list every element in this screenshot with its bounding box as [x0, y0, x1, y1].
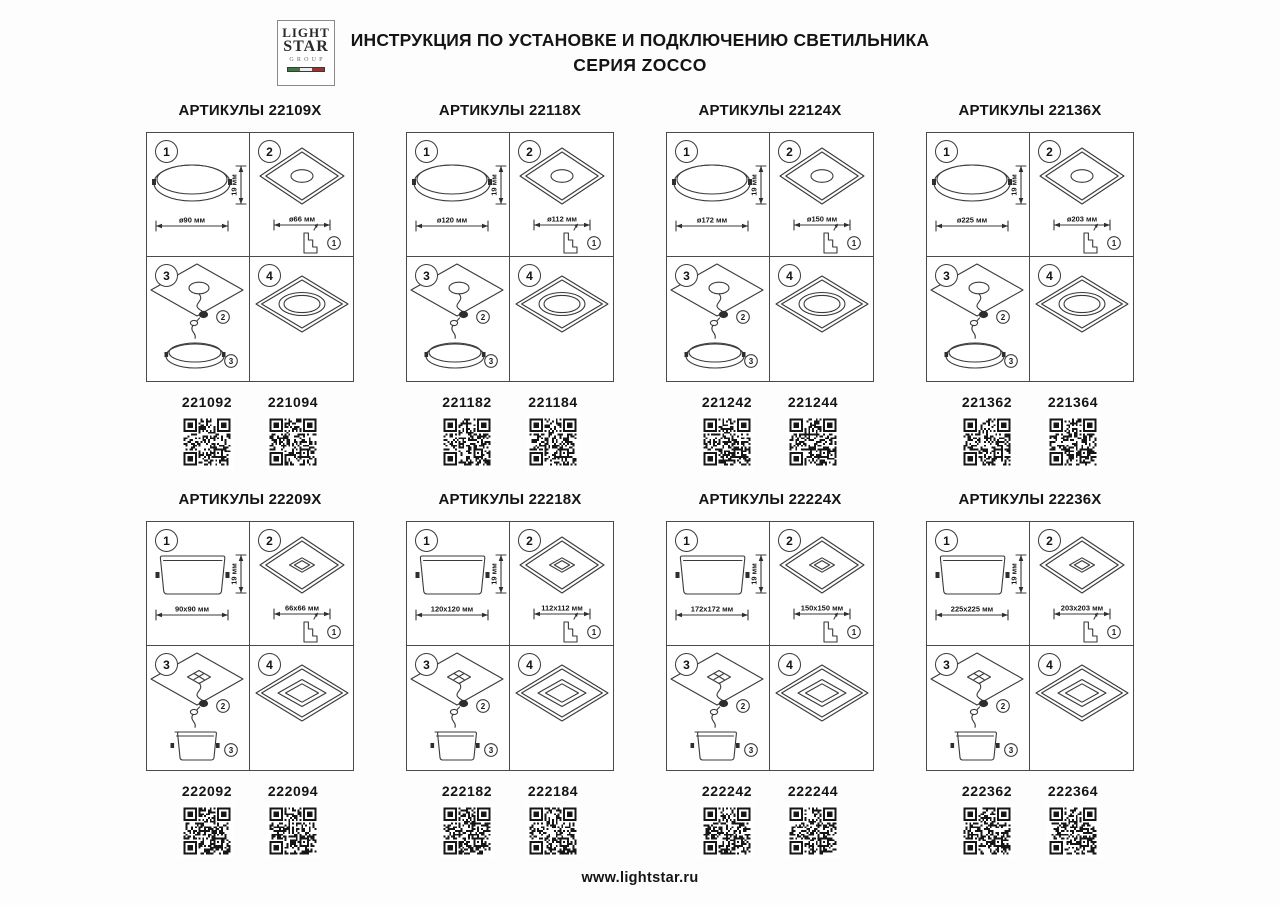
article-code: 221092	[181, 394, 233, 410]
ref-number: 2	[740, 312, 746, 322]
instruction-grid	[146, 132, 354, 382]
step-cell-4	[770, 257, 873, 381]
qr-code	[1046, 415, 1100, 469]
product-panel	[666, 102, 874, 469]
step-cell-1	[147, 133, 250, 257]
step-cell-3	[407, 257, 510, 381]
step-number-badge: 1	[935, 140, 958, 163]
dimension-label: 172x172 мм	[690, 604, 734, 614]
article-list	[406, 783, 614, 858]
article-code: 222244	[787, 783, 839, 799]
step-cell-2	[250, 133, 353, 257]
step-cell-2	[770, 522, 873, 646]
qr-code	[700, 804, 754, 858]
step-cell-2	[1030, 522, 1133, 646]
article-code: 222362	[961, 783, 1013, 799]
ref-number: 1	[851, 627, 857, 637]
dimension-label: ø66 мм	[288, 214, 316, 224]
step-number-badge: 2	[778, 140, 801, 163]
logo-text-star: STAR	[283, 38, 329, 55]
step-cell-2	[510, 133, 613, 257]
product-panel	[406, 102, 614, 469]
dimension-label: 19 мм	[489, 563, 499, 585]
dimension-label: ø150 мм	[806, 214, 838, 224]
product-panel	[926, 102, 1134, 469]
step-number-badge: 4	[258, 653, 281, 676]
step-number-badge: 3	[675, 264, 698, 287]
ref-number: 2	[220, 312, 226, 322]
step-cell-2	[250, 522, 353, 646]
qr-code	[786, 804, 840, 858]
step-number-badge: 4	[1038, 264, 1061, 287]
ref-number: 3	[748, 745, 754, 755]
ref-number: 3	[228, 356, 234, 366]
step-cell-3	[147, 257, 250, 381]
article-code: 222242	[701, 783, 753, 799]
step-cell-4	[1030, 257, 1133, 381]
step-number-badge: 2	[258, 140, 281, 163]
step-cell-3	[927, 646, 1030, 770]
instruction-grid	[146, 521, 354, 771]
panel-title: АРТИКУЛЫ 22124X	[698, 102, 842, 119]
article-item	[435, 783, 499, 858]
dimension-label: 225x225 мм	[950, 604, 994, 614]
article-code: 221182	[442, 394, 492, 410]
instruction-grid	[926, 132, 1134, 382]
step-number-badge: 3	[155, 653, 178, 676]
step-number-badge: 1	[675, 529, 698, 552]
footer	[0, 870, 1280, 886]
step-number-badge: 3	[935, 653, 958, 676]
lightstar-logo	[277, 20, 335, 86]
dimension-label: ø90 мм	[178, 215, 206, 225]
page-subtitle: СЕРИЯ ZOCCO	[573, 55, 707, 75]
panel-title: АРТИКУЛЫ 22136X	[958, 102, 1102, 119]
article-list	[666, 394, 874, 469]
website-url: www.lightstar.ru	[581, 870, 699, 886]
dimension-label: ø203 мм	[1066, 214, 1098, 224]
step-number-badge: 3	[675, 653, 698, 676]
ref-number: 3	[748, 356, 754, 366]
dimension-label: 150x150 мм	[800, 603, 844, 613]
panel-row-2	[0, 491, 1280, 858]
article-item	[261, 394, 325, 469]
step-cell-1	[927, 522, 1030, 646]
article-item	[695, 783, 759, 858]
ref-number: 3	[488, 745, 494, 755]
ref-number: 1	[851, 238, 857, 248]
ref-number: 1	[591, 627, 597, 637]
ref-number: 2	[1000, 312, 1006, 322]
article-item	[781, 783, 845, 858]
step-cell-3	[407, 646, 510, 770]
dimension-label: 203x203 мм	[1060, 603, 1104, 613]
ref-number: 1	[1111, 627, 1117, 637]
dimension-label: 19 мм	[749, 563, 759, 585]
dimension-label: ø172 мм	[696, 215, 728, 225]
qr-code	[266, 804, 320, 858]
step-cell-4	[250, 646, 353, 770]
step-cell-3	[927, 257, 1030, 381]
ref-number: 3	[1008, 745, 1014, 755]
qr-code	[526, 415, 580, 469]
instruction-grid	[406, 521, 614, 771]
step-number-badge: 1	[415, 140, 438, 163]
article-code: 221094	[267, 394, 319, 410]
qr-code	[180, 804, 234, 858]
step-cell-2	[1030, 133, 1133, 257]
instruction-grid	[666, 521, 874, 771]
step-number-badge: 2	[518, 529, 541, 552]
dimension-label: 66x66 мм	[284, 603, 320, 613]
article-item	[781, 394, 845, 469]
step-cell-2	[510, 522, 613, 646]
article-list	[926, 783, 1134, 858]
step-number-badge: 3	[415, 264, 438, 287]
dimension-label: ø120 мм	[436, 215, 468, 225]
article-list	[926, 394, 1134, 469]
article-item	[955, 394, 1019, 469]
panel-title: АРТИКУЛЫ 22224X	[698, 491, 842, 508]
ref-number: 2	[740, 701, 746, 711]
product-panel	[146, 491, 354, 858]
header	[0, 0, 1280, 88]
article-item	[175, 394, 239, 469]
step-cell-2	[770, 133, 873, 257]
article-code: 222184	[527, 783, 579, 799]
step-cell-1	[927, 133, 1030, 257]
article-code: 222182	[441, 783, 493, 799]
panel-title: АРТИКУЛЫ 22218X	[438, 491, 582, 508]
ref-number: 2	[1000, 701, 1006, 711]
panel-title: АРТИКУЛЫ 22118X	[438, 102, 582, 119]
step-cell-1	[407, 133, 510, 257]
article-code: 221184	[528, 394, 578, 410]
ref-number: 1	[591, 238, 597, 248]
step-number-badge: 4	[518, 653, 541, 676]
title-block	[0, 0, 1280, 78]
dimension-label: 120x120 мм	[430, 604, 474, 614]
article-item	[521, 783, 585, 858]
panel-title: АРТИКУЛЫ 22236X	[958, 491, 1102, 508]
product-panel	[406, 491, 614, 858]
article-list	[146, 394, 354, 469]
step-cell-1	[667, 522, 770, 646]
step-number-badge: 3	[415, 653, 438, 676]
instruction-grid	[666, 132, 874, 382]
article-code: 222094	[267, 783, 319, 799]
step-cell-3	[667, 257, 770, 381]
article-item	[261, 783, 325, 858]
step-number-badge: 4	[518, 264, 541, 287]
panel-title: АРТИКУЛЫ 22209X	[178, 491, 322, 508]
step-cell-4	[1030, 646, 1133, 770]
step-number-badge: 2	[1038, 529, 1061, 552]
step-number-badge: 1	[675, 140, 698, 163]
dimension-label: 90x90 мм	[174, 604, 210, 614]
qr-code	[1046, 804, 1100, 858]
logo-text-group: GROUP	[289, 57, 326, 63]
article-item	[955, 783, 1019, 858]
step-cell-1	[667, 133, 770, 257]
step-cell-3	[147, 646, 250, 770]
dimension-label: 19 мм	[1009, 563, 1019, 585]
step-cell-1	[147, 522, 250, 646]
instruction-grid	[406, 132, 614, 382]
dimension-label: 19 мм	[229, 174, 239, 196]
article-code: 221362	[961, 394, 1013, 410]
panel-title: АРТИКУЛЫ 22109X	[178, 102, 322, 119]
step-cell-4	[770, 646, 873, 770]
article-item	[1041, 783, 1105, 858]
step-number-badge: 4	[258, 264, 281, 287]
product-panel	[926, 491, 1134, 858]
ref-number: 2	[480, 701, 486, 711]
article-list	[666, 783, 874, 858]
article-list	[406, 394, 614, 469]
dimension-label: 19 мм	[229, 563, 239, 585]
step-number-badge: 3	[155, 264, 178, 287]
article-item	[695, 394, 759, 469]
ref-number: 1	[1111, 238, 1117, 248]
step-number-badge: 4	[778, 653, 801, 676]
ref-number: 1	[331, 627, 337, 637]
step-number-badge: 2	[778, 529, 801, 552]
qr-code	[960, 804, 1014, 858]
article-code: 221244	[787, 394, 839, 410]
dimension-label: 19 мм	[749, 174, 759, 196]
article-item	[521, 394, 585, 469]
dimension-label: 19 мм	[489, 174, 499, 196]
qr-code	[266, 415, 320, 469]
ref-number: 3	[488, 356, 494, 366]
article-item	[435, 394, 499, 469]
dimension-label: ø112 мм	[547, 214, 577, 224]
ref-number: 2	[220, 701, 226, 711]
article-code: 221242	[701, 394, 753, 410]
ref-number: 3	[1008, 356, 1014, 366]
step-cell-3	[667, 646, 770, 770]
instruction-grid	[926, 521, 1134, 771]
step-number-badge: 1	[935, 529, 958, 552]
product-panel	[146, 102, 354, 469]
ref-number: 3	[228, 745, 234, 755]
qr-code	[700, 415, 754, 469]
step-number-badge: 4	[1038, 653, 1061, 676]
qr-code	[786, 415, 840, 469]
article-code: 221364	[1047, 394, 1099, 410]
step-cell-4	[510, 646, 613, 770]
ref-number: 1	[331, 238, 337, 248]
dimension-label: ø225 мм	[956, 215, 988, 225]
article-item	[1041, 394, 1105, 469]
step-cell-4	[510, 257, 613, 381]
panel-row-1	[0, 102, 1280, 469]
step-number-badge: 4	[778, 264, 801, 287]
step-number-badge: 1	[155, 140, 178, 163]
ref-number: 2	[480, 312, 486, 322]
step-number-badge: 2	[518, 140, 541, 163]
logo-text-light: LIGHT	[282, 25, 330, 40]
step-number-badge: 2	[258, 529, 281, 552]
dimension-label: 19 мм	[1009, 174, 1019, 196]
step-number-badge: 2	[1038, 140, 1061, 163]
step-number-badge: 1	[155, 529, 178, 552]
article-code: 222364	[1047, 783, 1099, 799]
product-panel	[666, 491, 874, 858]
page-title: ИНСТРУКЦИЯ ПО УСТАНОВКЕ И ПОДКЛЮЧЕНИЮ СВЕТИЛЬНИКА	[350, 30, 930, 50]
article-code: 222092	[181, 783, 233, 799]
italian-flag-bar	[287, 67, 325, 72]
qr-code	[180, 415, 234, 469]
qr-code	[526, 804, 580, 858]
step-number-badge: 1	[415, 529, 438, 552]
article-item	[175, 783, 239, 858]
qr-code	[440, 804, 494, 858]
step-number-badge: 3	[935, 264, 958, 287]
qr-code	[440, 415, 494, 469]
article-list	[146, 783, 354, 858]
dimension-label: 112x112 мм	[541, 603, 583, 613]
qr-code	[960, 415, 1014, 469]
step-cell-1	[407, 522, 510, 646]
step-cell-4	[250, 257, 353, 381]
